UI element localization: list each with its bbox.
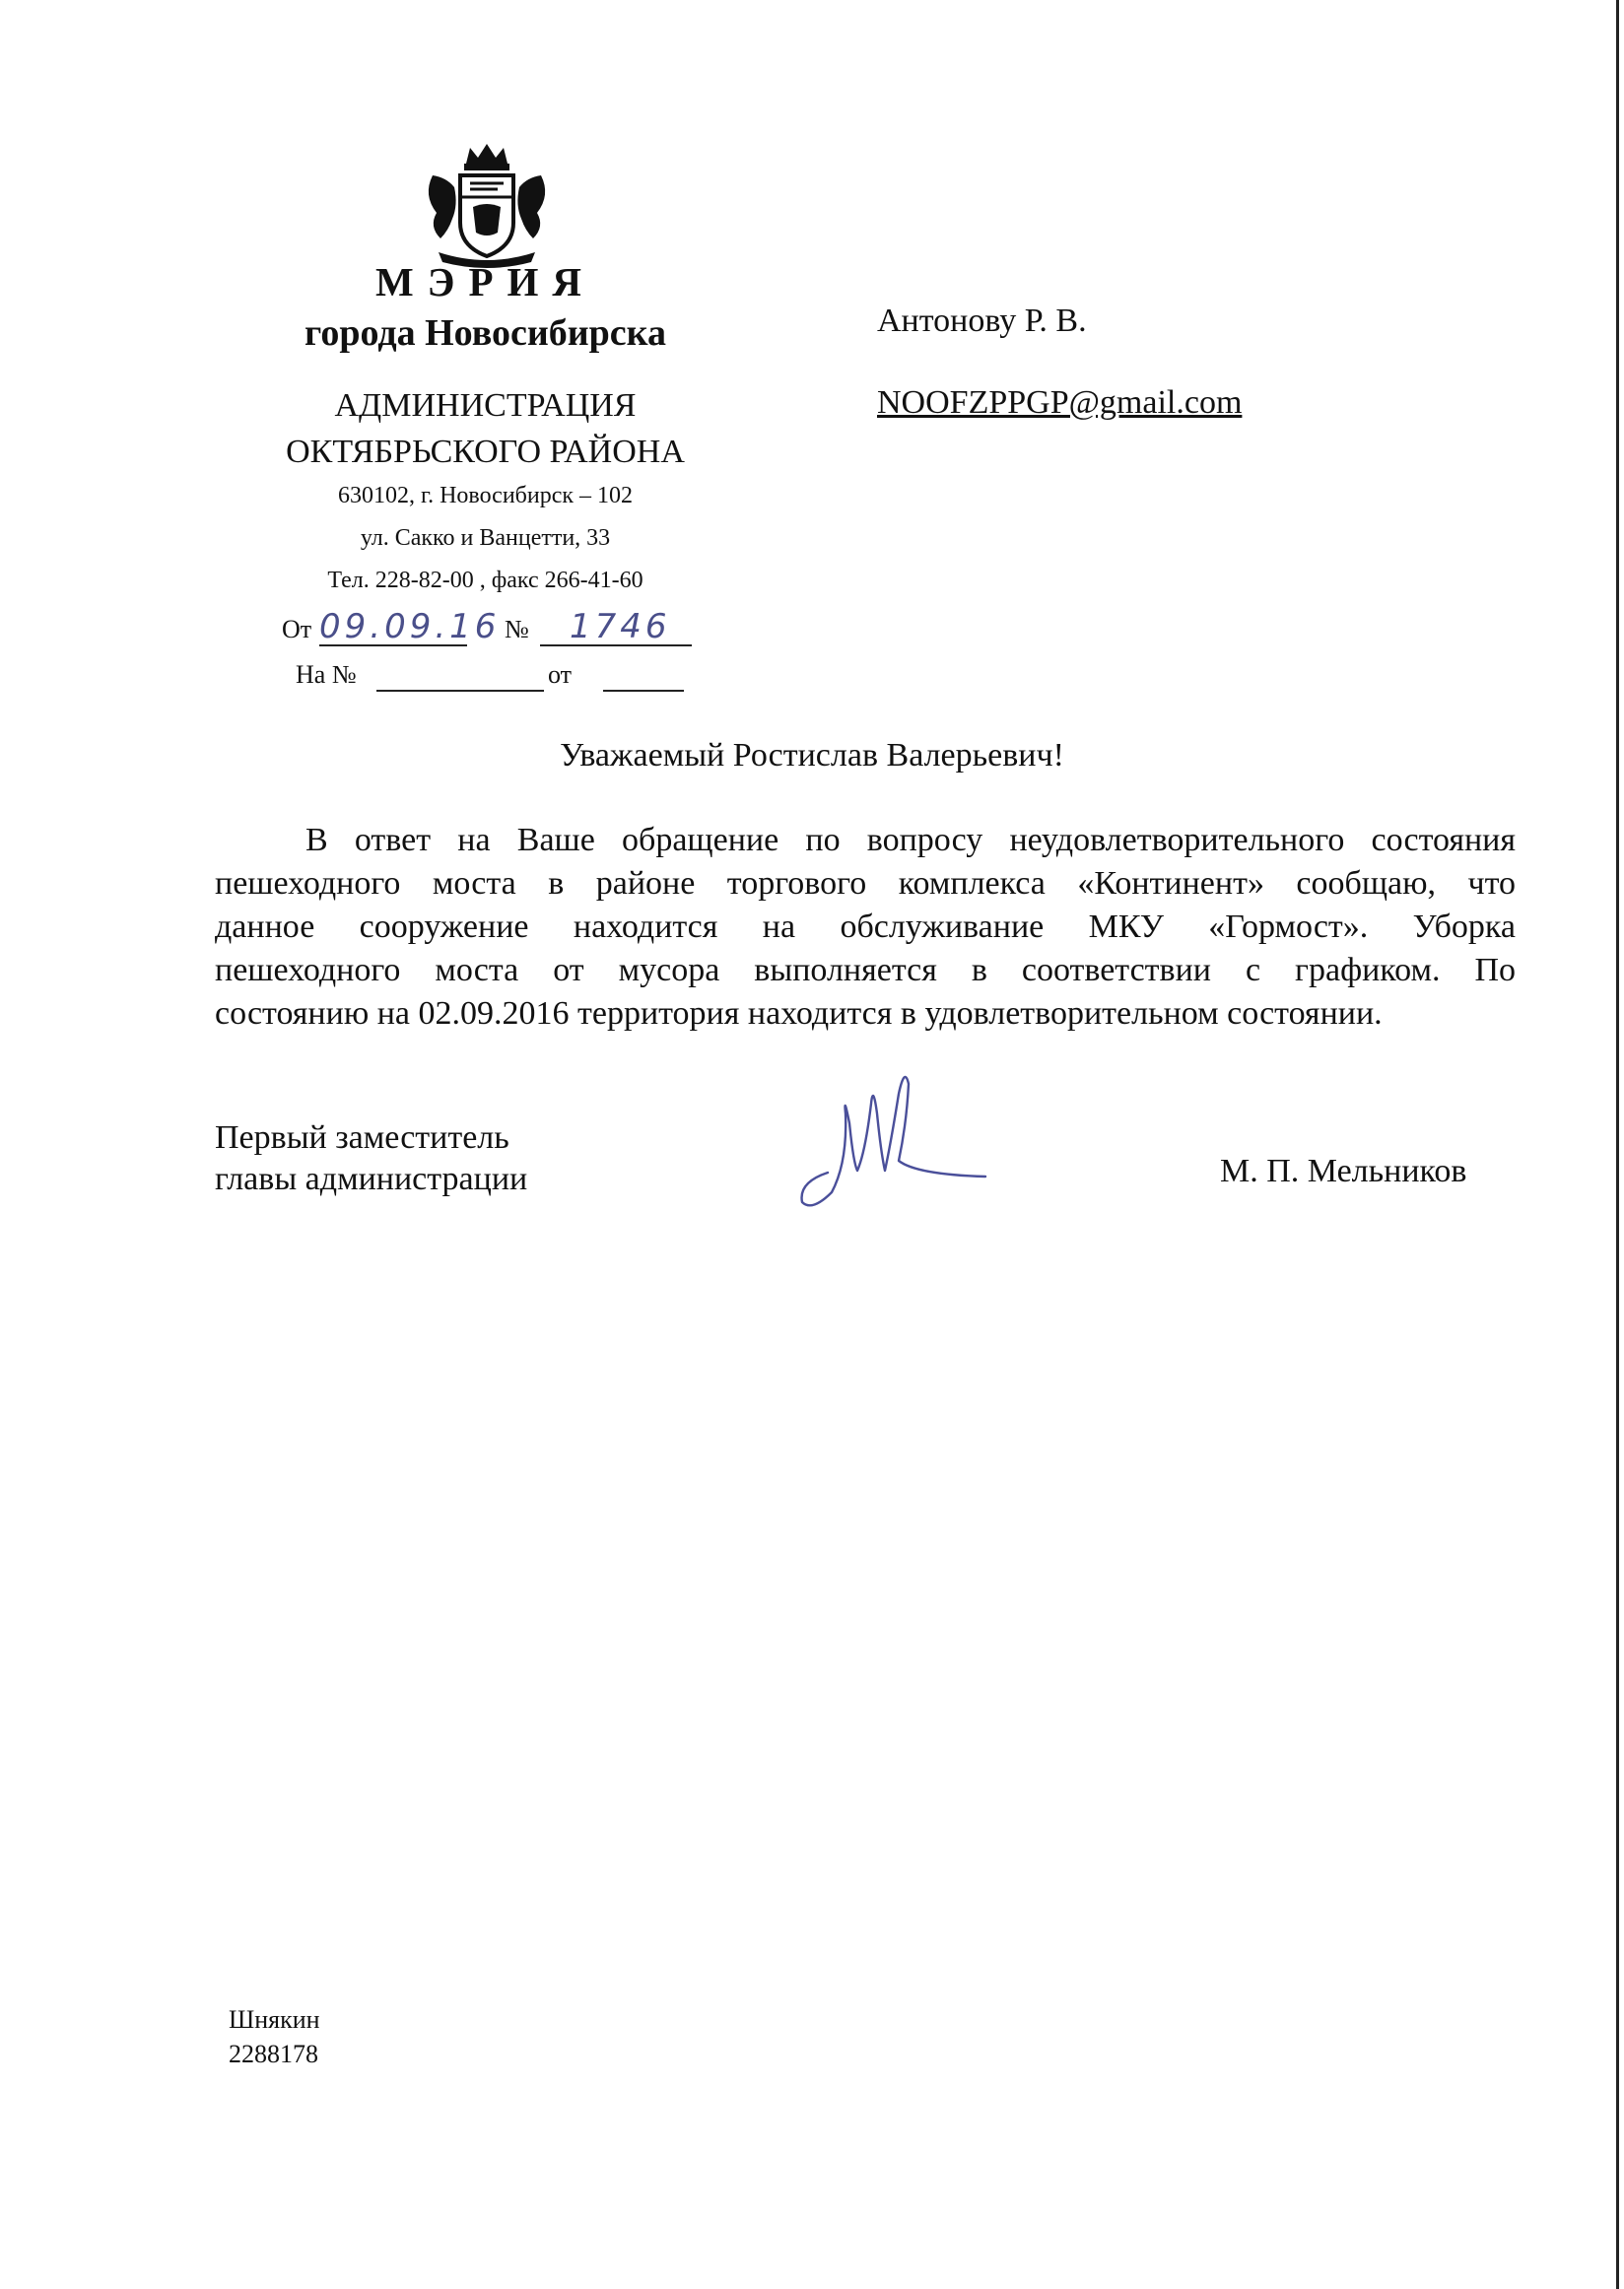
executor-name: Шнякин	[229, 2005, 320, 2034]
outgoing-reference	[282, 607, 696, 648]
body-line: состоянию на 02.09.2016 территория находится в удовлетворительном состоянии.	[215, 995, 1383, 1032]
signer-title-line-2: главы администрации	[215, 1161, 528, 1197]
address-line-1: 630102, г. Новосибирск – 102	[337, 483, 634, 508]
incoming-date-underline	[603, 690, 684, 692]
outgoing-date: 09.09.16	[319, 607, 501, 646]
body-line: данное сооружение находится на обслуживание МКУ «Гормост». Уборка	[215, 909, 1516, 945]
org-city: города Новосибирска	[304, 312, 666, 354]
recipient-email: NOOFZPPGP@gmail.com	[877, 384, 1243, 421]
signer-name: М. П. Мельников	[1220, 1153, 1467, 1189]
incoming-from-label: от	[548, 660, 573, 689]
date-underline	[319, 644, 467, 646]
department-line-1: АДМИНИСТРАЦИЯ	[334, 387, 637, 424]
number-label: №	[505, 615, 529, 643]
body-line: пешеходного моста в районе торгового комплекса «Континент» сообщаю, что	[215, 865, 1516, 902]
incoming-number-underline	[376, 690, 544, 692]
department-line-2: ОКТЯБРЬСКОГО РАЙОНА	[286, 434, 685, 470]
scan-edge-line	[1616, 0, 1619, 2289]
outgoing-number: 1746	[570, 607, 671, 646]
body-line: пешеходного моста от мусора выполняется в соответствии с графиком. По	[215, 952, 1516, 988]
handwritten-signature	[788, 1054, 1005, 1212]
recipient-name: Антонову Р. В.	[877, 303, 1087, 339]
salutation: Уважаемый Ростислав Валерьевич!	[560, 737, 1064, 774]
signer-title-line-1: Первый заместитель	[215, 1119, 509, 1156]
org-title: МЭРИЯ	[374, 259, 596, 304]
address-line-2: ул. Сакко и Ванцетти, 33	[360, 525, 611, 551]
coat-of-arms-icon	[419, 136, 555, 272]
phone-fax-line: Тел. 228-82-00 , факс 266-41-60	[327, 568, 643, 593]
outgoing-prefix: От	[282, 615, 312, 643]
body-line: В ответ на Ваше обращение по вопросу неудовлетворительного состояния	[305, 822, 1516, 858]
number-underline	[540, 644, 692, 646]
incoming-label: На №	[296, 660, 357, 689]
executor-phone: 2288178	[229, 2040, 318, 2068]
incoming-reference	[296, 656, 710, 696]
